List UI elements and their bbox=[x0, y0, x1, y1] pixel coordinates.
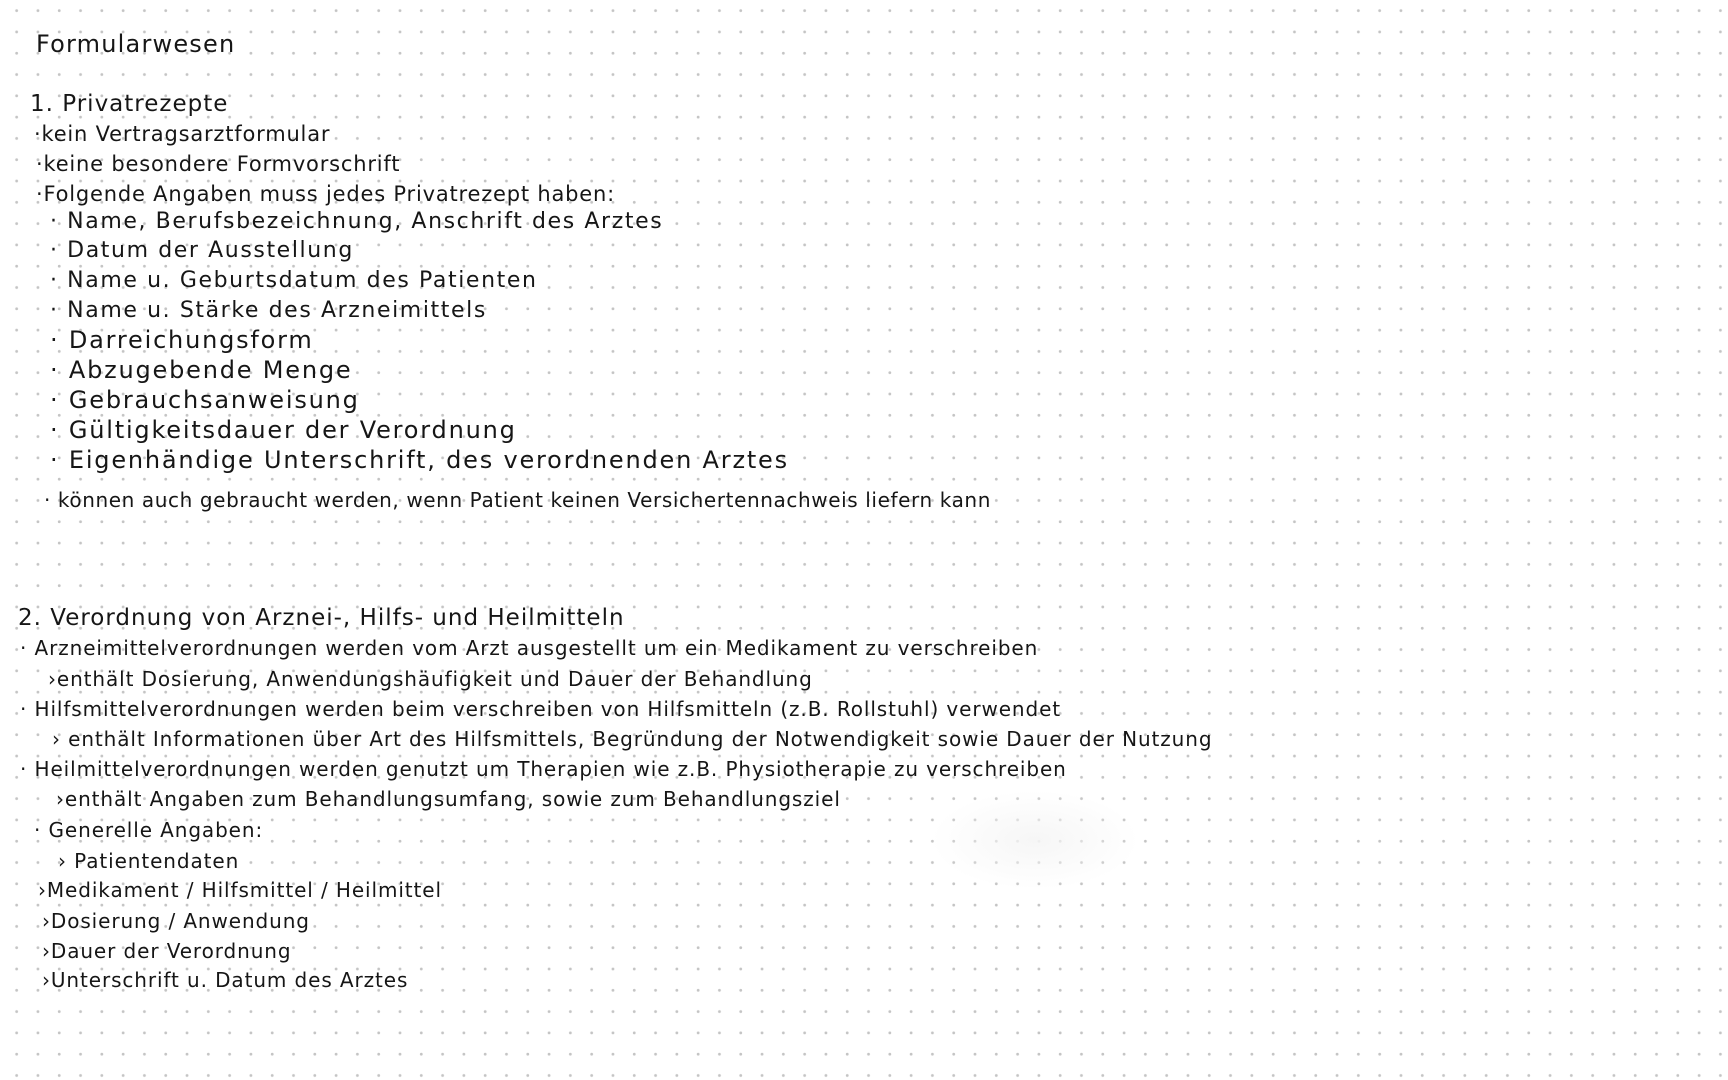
section-2-subitem: ›Dosierung / Anwendung bbox=[42, 909, 310, 933]
section-2-item: · Heilmittelverordnungen werden genutzt um Therapien wie z.B. Physiotherapie zu verschreiben bbox=[20, 757, 1067, 781]
section-1-subitem: · Eigenhändige Unterschrift, des verordnenden Arztes bbox=[50, 446, 789, 474]
section-2-subitem: ›Medikament / Hilfsmittel / Heilmittel bbox=[38, 878, 442, 902]
section-1-subitem: · Gebrauchsanweisung bbox=[50, 386, 360, 414]
eraser-smudge bbox=[930, 790, 1140, 890]
section-1-heading: 1. Privatrezepte bbox=[30, 91, 229, 117]
section-1-subitem: · Name, Berufsbezeichnung, Anschrift des Arztes bbox=[50, 209, 664, 234]
section-1-subitem: · Datum der Ausstellung bbox=[50, 238, 354, 263]
section-1-subitem: · Abzugebende Menge bbox=[50, 356, 353, 384]
page-title: Formularwesen bbox=[36, 30, 236, 58]
section-2-subitem: ›enthält Angaben zum Behandlungsumfang, sowie zum Behandlungsziel bbox=[56, 787, 841, 811]
section-1-item: · können auch gebraucht werden, wenn Patient keinen Versichertennachweis liefern kann bbox=[44, 488, 991, 512]
section-2-item: · Generelle Angaben: bbox=[34, 818, 264, 842]
section-2-heading: 2. Verordnung von Arznei-, Hilfs- und Heilmitteln bbox=[18, 605, 625, 631]
section-2-subitem: › Patientendaten bbox=[58, 849, 240, 873]
section-1-subitem: · Name u. Geburtsdatum des Patienten bbox=[50, 268, 538, 293]
section-2-subitem: › enthält Informationen über Art des Hilfsmittels, Begründung der Notwendigkeit sowie Dauer der Nutzung bbox=[52, 727, 1213, 751]
section-2-item: · Arzneimittelverordnungen werden vom Arzt ausgestellt um ein Medikament zu verschreiben bbox=[20, 636, 1039, 660]
section-1-subitem: · Darreichungsform bbox=[50, 326, 314, 354]
section-1-subitem: · Name u. Stärke des Arzneimittels bbox=[50, 298, 487, 323]
section-1-item: ·kein Vertragsarztformular bbox=[34, 122, 331, 146]
section-2-subitem: ›Unterschrift u. Datum des Arztes bbox=[42, 968, 409, 992]
section-2-subitem: ›Dauer der Verordnung bbox=[42, 939, 292, 963]
section-2-subitem: ›enthält Dosierung, Anwendungshäufigkeit und Dauer der Behandlung bbox=[48, 667, 813, 691]
section-2-item: · Hilfsmittelverordnungen werden beim verschreiben von Hilfsmitteln (z.B. Rollstuhl) verwendet bbox=[20, 697, 1062, 721]
section-1-item: ·keine besondere Formvorschrift bbox=[36, 152, 401, 176]
section-1-item: ·Folgende Angaben muss jedes Privatrezept haben: bbox=[36, 182, 616, 206]
section-1-subitem: · Gültigkeitsdauer der Verordnung bbox=[50, 416, 517, 444]
